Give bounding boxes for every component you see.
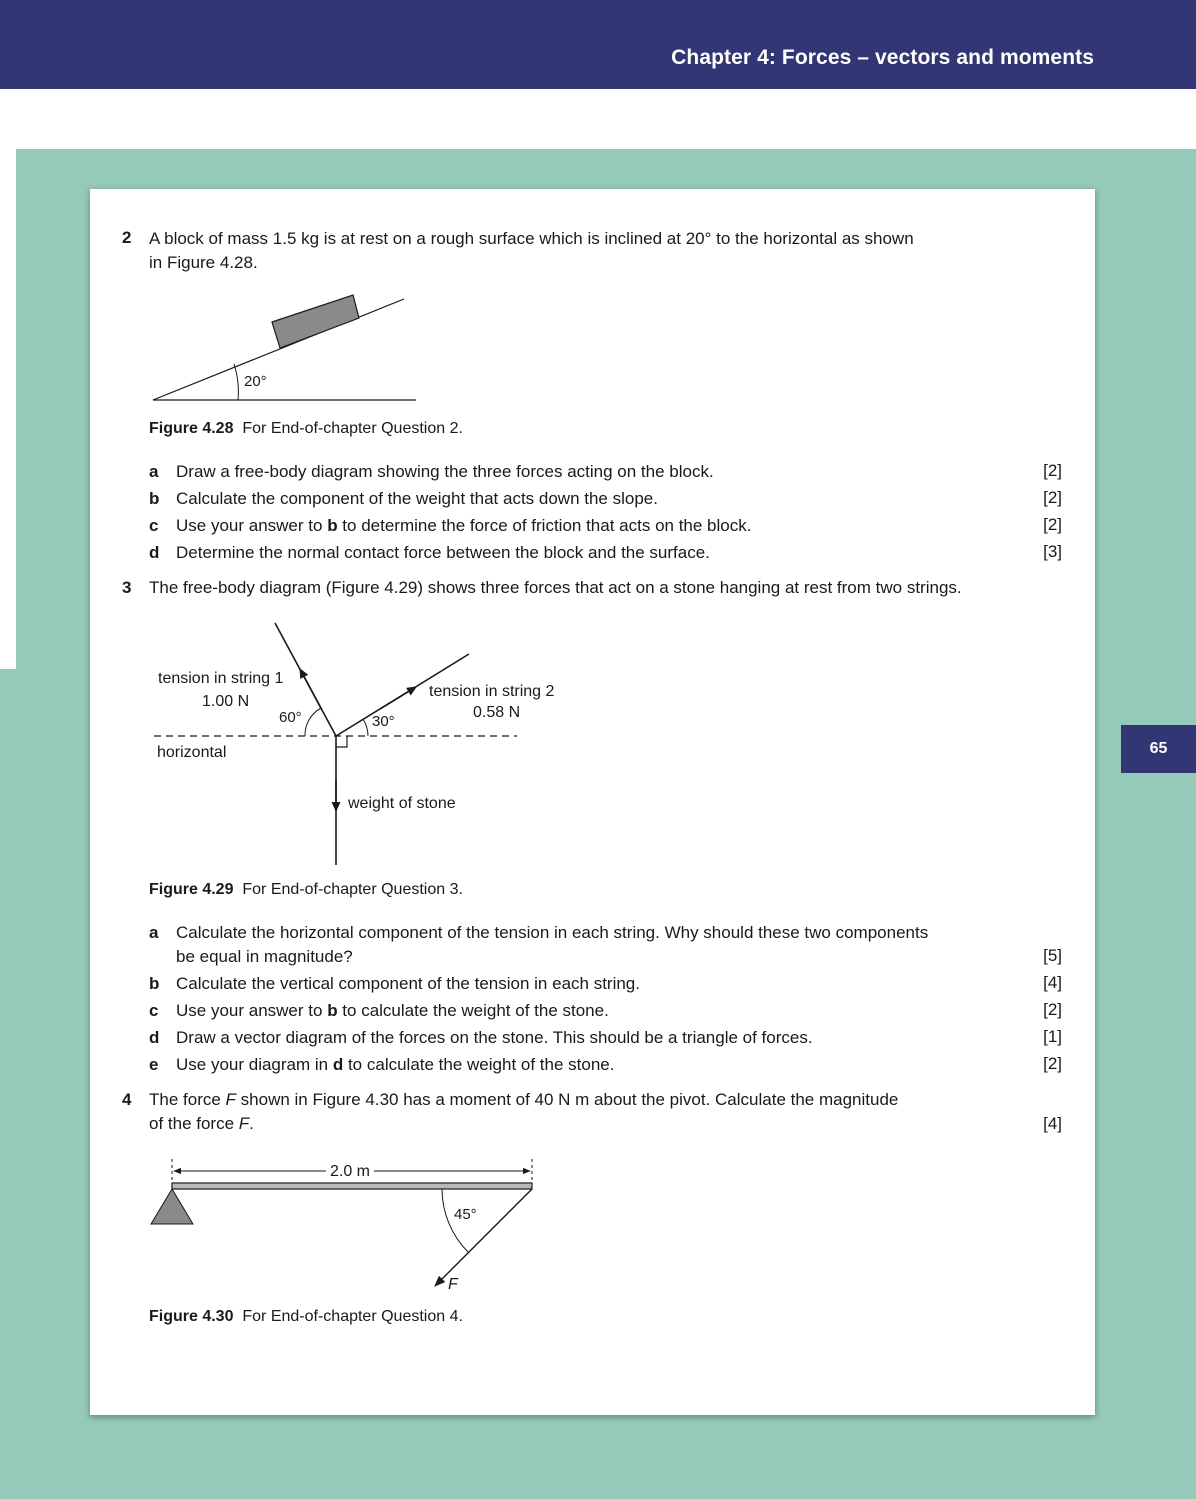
string2-label: tension in string 2: [429, 683, 555, 700]
angle-label: 20°: [244, 373, 267, 390]
part-text-post: to calculate the weight of the stone.: [343, 1055, 615, 1074]
angle-60-label: 60°: [279, 709, 302, 726]
string2-value: 0.58 N: [473, 704, 521, 721]
chapter-title: Chapter 4: Forces – vectors and moments: [671, 46, 1094, 69]
part-letter: d: [149, 1028, 160, 1047]
angle-30-label: 30°: [372, 713, 395, 730]
part-text: Calculate the component of the weight that acts down the slope.: [176, 489, 658, 508]
force-F-label: F: [448, 1276, 458, 1293]
part-letter: c: [149, 516, 159, 535]
text-post: .: [249, 1114, 254, 1133]
marks: [2]: [1043, 1054, 1062, 1073]
marks: [1]: [1043, 1027, 1062, 1046]
figure-caption: [149, 1308, 463, 1326]
part-letter: b: [149, 489, 160, 508]
caption-text: For End-of-chapter Question 2.: [242, 420, 463, 437]
question-text-line: in Figure 4.28.: [149, 253, 258, 272]
part-letter: d: [149, 543, 160, 562]
marks: [5]: [1043, 946, 1062, 965]
marks: [4]: [1043, 973, 1062, 992]
string1-label: tension in string 1: [158, 670, 284, 687]
part-text: Draw a vector diagram of the forces on the stone. This should be a triangle of forces.: [176, 1028, 813, 1047]
horizontal-label: horizontal: [157, 744, 227, 761]
caption-label: Figure 4.30: [149, 1308, 234, 1325]
angle-45-label: 45°: [454, 1206, 477, 1223]
marks: [2]: [1043, 515, 1062, 534]
part-text: Calculate the vertical component of the tension in each string.: [176, 974, 640, 993]
caption-label: Figure 4.29: [149, 881, 234, 898]
part-ref: d: [332, 1055, 344, 1074]
part-text-pre: Use your answer to: [176, 1001, 328, 1020]
text-pre: The force: [149, 1090, 226, 1109]
part-text-pre: Use your diagram in: [176, 1055, 333, 1074]
marks: [2]: [1043, 1000, 1062, 1019]
marks: [4]: [1043, 1114, 1062, 1133]
page-number: 65: [1121, 725, 1196, 773]
question-number: 3: [122, 578, 132, 597]
caption-text: For End-of-chapter Question 3.: [242, 881, 463, 898]
marks: [2]: [1043, 488, 1062, 507]
part-letter: c: [149, 1001, 159, 1020]
weight-label: weight of stone: [348, 795, 456, 812]
part-text-post: to determine the force of friction that acts on the block.: [337, 516, 752, 535]
page-background-left: [0, 669, 16, 1499]
part-letter: a: [149, 462, 159, 481]
part-letter: b: [149, 974, 160, 993]
part-text-line: Calculate the horizontal component of the tension in each string. Why should these two components: [176, 923, 929, 942]
figure-4-30: [90, 189, 1095, 1415]
text-post: shown in Figure 4.30 has a moment of 40 N m about the pivot. Calculate the magnitude: [235, 1090, 899, 1109]
marks: [3]: [1043, 542, 1062, 561]
force-F-arrow: [435, 1189, 532, 1286]
beam: [172, 1183, 532, 1189]
part-text-post: to calculate the weight of the stone.: [337, 1001, 609, 1020]
force-symbol: F: [238, 1114, 250, 1133]
part-letter: e: [149, 1055, 159, 1074]
force-symbol: F: [225, 1090, 236, 1109]
question-card: [90, 189, 1095, 1415]
length-label: 2.0 m: [329, 1163, 371, 1180]
part-text-pre: Use your answer to: [176, 516, 328, 535]
part-text: Determine the normal contact force between the block and the surface.: [176, 543, 710, 562]
question-number: 4: [122, 1090, 132, 1109]
part-ref: b: [327, 516, 338, 535]
caption-text: For End-of-chapter Question 4.: [242, 1308, 463, 1325]
caption-label: Figure 4.28: [149, 420, 234, 437]
header-bar: [0, 0, 1196, 89]
part-text: Draw a free-body diagram showing the three forces acting on the block.: [176, 462, 714, 481]
pivot: [151, 1189, 193, 1224]
part-text-line: be equal in magnitude?: [176, 947, 353, 966]
string1-value: 1.00 N: [202, 693, 250, 710]
part-letter: a: [149, 923, 159, 942]
question-text-line: A block of mass 1.5 kg is at rest on a rough surface which is inclined at 20° to the horizontal as shown: [149, 229, 914, 248]
text-pre: of the force: [149, 1114, 239, 1133]
part-ref: b: [327, 1001, 338, 1020]
question-number: 2: [122, 228, 132, 247]
question-text: The free-body diagram (Figure 4.29) shows three forces that act on a stone hanging at rest from two strings.: [149, 578, 962, 597]
marks: [2]: [1043, 461, 1062, 480]
